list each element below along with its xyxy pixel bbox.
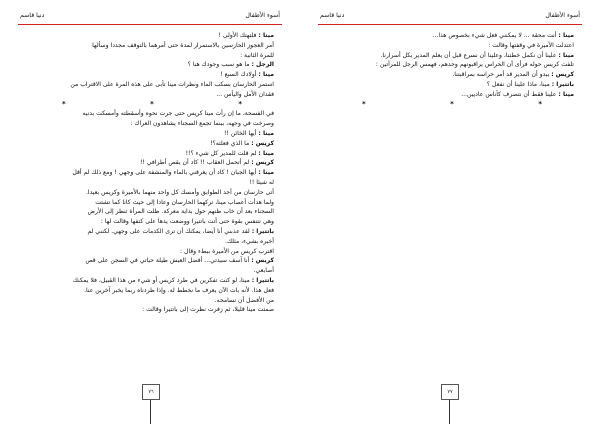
- page-header: [20, 9, 280, 22]
- narration-line: [22, 247, 274, 257]
- line-text: مينا، ماذا علينا أن نفعل ؟: [486, 80, 552, 88]
- dialogue-line: [22, 168, 274, 178]
- line-text: السجناء بعد أن خاب ظنهم حول بداية معركة. ظلت المرأة تنظر إلى الأرض: [87, 208, 274, 216]
- line-text: له شيئا !!: [249, 178, 274, 186]
- author-name: دنيا قاسم: [20, 12, 45, 19]
- line-text: لم قلت للمدير كل شيء ؟!!: [185, 149, 259, 157]
- narration-line: [22, 286, 274, 296]
- dialogue-line: [22, 158, 274, 168]
- narration-line: [22, 305, 274, 315]
- page-number: ٧٦: [142, 384, 160, 400]
- narration-line: [22, 198, 274, 208]
- narration-line: [322, 60, 574, 70]
- dialogue-line: [22, 149, 274, 159]
- line-text: علينا أن نكمل خطتنا، وعلينا أن نسرع قبل أن يعلم المدير بكل أسرارنا.: [380, 51, 559, 59]
- dialogue-line: [322, 90, 574, 100]
- line-text: أيها الخائن !!: [223, 129, 259, 137]
- line-text: لم أتحمل العقاب !! كاد أن يقص أطرافي !!: [139, 159, 252, 167]
- line-text: ما هو سبب وجودك هنا ؟: [187, 61, 252, 69]
- line-text: اقترب كريس من الأميرة ببطء وقال :: [179, 247, 274, 255]
- dialogue-line: [22, 129, 274, 139]
- speaker-name: كريس :: [251, 257, 274, 265]
- scene-break-star: *: [62, 99, 66, 108]
- speaker-name: الرجل :: [251, 61, 274, 69]
- line-text: لقد عذبني أنا أيضا، يمكنك أن ترى الكدمات على وجهي. لكنني لم: [87, 227, 252, 235]
- speaker-name: مينا :: [258, 169, 274, 177]
- scene-break: [322, 100, 574, 110]
- line-text: وهي تتنفس بقوة حتى أتت باتتيرا ووضعت يدها على كتفها وقالت لها :: [100, 218, 274, 226]
- line-text: صمتت مينا قليلا، ثم زفرت نظرت إلى باتتيرا وقالت :: [142, 306, 274, 314]
- speaker-name: باتتيرا :: [251, 276, 274, 284]
- narration-line: [22, 109, 274, 119]
- author-name: دنيا قاسم: [320, 12, 345, 19]
- line-text: وصرخت في وجهه، بينما تجمع السجناء يشاهدون العراك :: [130, 120, 274, 128]
- line-text: في الفسحة، ما إن رأت مينا كريس حتى جرت نحوه وأسقطته وأمسكت بدنيه: [82, 110, 274, 118]
- page-number: ٧٧: [441, 384, 459, 400]
- narration-line: [22, 178, 274, 188]
- line-text: أنا آسف سيدتي... أفضل العيش طيلة حياتي في السجن على قص: [85, 257, 252, 265]
- line-text: من الأفضل أن نسامحه.: [214, 296, 274, 304]
- narration-line: [22, 80, 274, 90]
- line-text: تلفت كريس حوله فرأى أن الحراس يراقبونهم وحدهم، فهمس الرجل للمرأتين :: [375, 61, 574, 69]
- scene-break-star: *: [238, 99, 242, 108]
- line-text: مينا، لو كنت تفكرين في طرد كريس أو شيء من هذا القبيل، فلا يمكنك: [72, 276, 252, 284]
- line-text: فقدان الأمل واليأس ...: [216, 90, 274, 98]
- narration-line: [322, 41, 574, 51]
- line-text: علينا فقط أن نتصرف كأناس عاديين...: [461, 90, 559, 98]
- header-rule: [318, 24, 582, 25]
- narration-line: [22, 217, 274, 227]
- page-header: [320, 9, 580, 22]
- line-text: ما الذي فعلته؟!: [210, 139, 252, 147]
- page-body: [22, 31, 274, 315]
- narration-line: [22, 51, 274, 61]
- right-page: [300, 0, 600, 424]
- speaker-name: مينا :: [258, 32, 274, 39]
- speaker-name: كريس :: [551, 71, 574, 79]
- narration-line: [22, 266, 274, 276]
- line-text: أيها الجبان ! كاد أن يغرقني بالماء والمنشفة على وجهي ! ومع ذلك لم أقل: [72, 169, 259, 177]
- narration-line: [22, 188, 274, 198]
- line-text: أخبره بشيء، مثلك.: [225, 237, 274, 245]
- speaker-name: باتتيرا :: [251, 227, 274, 235]
- page-number-tick: [150, 400, 151, 424]
- narration-line: [22, 41, 274, 51]
- page-body: [322, 31, 574, 109]
- line-text: للمرة الثانية :: [240, 51, 274, 59]
- scene-break-star: *: [538, 99, 542, 108]
- dialogue-line: [22, 227, 274, 237]
- scene-break-star: *: [450, 99, 454, 108]
- speaker-name: باتتيرا :: [551, 80, 574, 88]
- speaker-name: كريس :: [251, 139, 274, 147]
- dialogue-line: [322, 31, 574, 41]
- dialogue-line: [22, 70, 274, 80]
- narration-line: [22, 119, 274, 129]
- dialogue-line: [22, 276, 274, 286]
- line-text: أنت محقة ... لا يمكنني فعل شيء بخصوص هذا...: [432, 32, 559, 39]
- dialogue-line: [22, 139, 274, 149]
- dialogue-line: [22, 256, 274, 266]
- dialogue-line: [22, 60, 274, 70]
- line-text: استمر الحارسان بسكب الماء ونظرات مينا تأبى على هذه المرة على الاقتراب من: [70, 80, 274, 88]
- narration-line: [22, 90, 274, 100]
- book-title: أسوء الأطفال: [245, 12, 280, 19]
- scene-break-star: *: [150, 99, 154, 108]
- page-number-tick: [449, 400, 450, 424]
- speaker-name: مينا :: [258, 149, 274, 157]
- dialogue-line: [322, 51, 574, 61]
- narration-line: [22, 207, 274, 217]
- line-text: أمر العجوز الحارسين بالاستمرار لمدة حتى أمرهما بالتوقف مجددا وسألها: [92, 41, 274, 49]
- line-text: يبدو أن المدير قد أمر حراسه بمراقبتنا.: [452, 71, 552, 79]
- dialogue-line: [322, 80, 574, 90]
- speaker-name: مينا :: [258, 129, 274, 137]
- line-text: فلتهتك الأولى !: [218, 32, 259, 39]
- speaker-name: مينا :: [258, 71, 274, 79]
- dialogue-line: [22, 31, 274, 41]
- narration-line: [22, 296, 274, 306]
- scene-break-star: *: [362, 99, 366, 108]
- speaker-name: مينا :: [558, 51, 574, 59]
- book-title: أسوء الأطفال: [545, 12, 580, 19]
- line-text: أتى حارسان من أحد الطوابق وأمسك كل واحد منهما بالأميرة وكريس بعيدا.: [85, 188, 274, 196]
- line-text: اعتدلت الأميرة في وقفتها وقالت :: [488, 41, 574, 49]
- speaker-name: كريس :: [251, 159, 274, 167]
- line-text: أولادك السبع !: [220, 71, 259, 79]
- header-rule: [18, 24, 282, 25]
- line-text: ولما هدأت أعصاب مينا، تركهما الحارسان وعادا إلى حيث كانا كما تشتت: [95, 198, 274, 206]
- speaker-name: مينا :: [558, 90, 574, 98]
- speaker-name: مينا :: [558, 32, 574, 39]
- narration-line: [22, 237, 274, 247]
- scene-break: [22, 100, 274, 110]
- dialogue-line: [322, 70, 574, 80]
- line-text: فعل هذا. لأنه بات الآن يعرف ما نخطط له. وإذا طردناه ربما يخبر آخرين عنا.: [84, 286, 274, 294]
- line-text: أصابعي.: [253, 267, 274, 275]
